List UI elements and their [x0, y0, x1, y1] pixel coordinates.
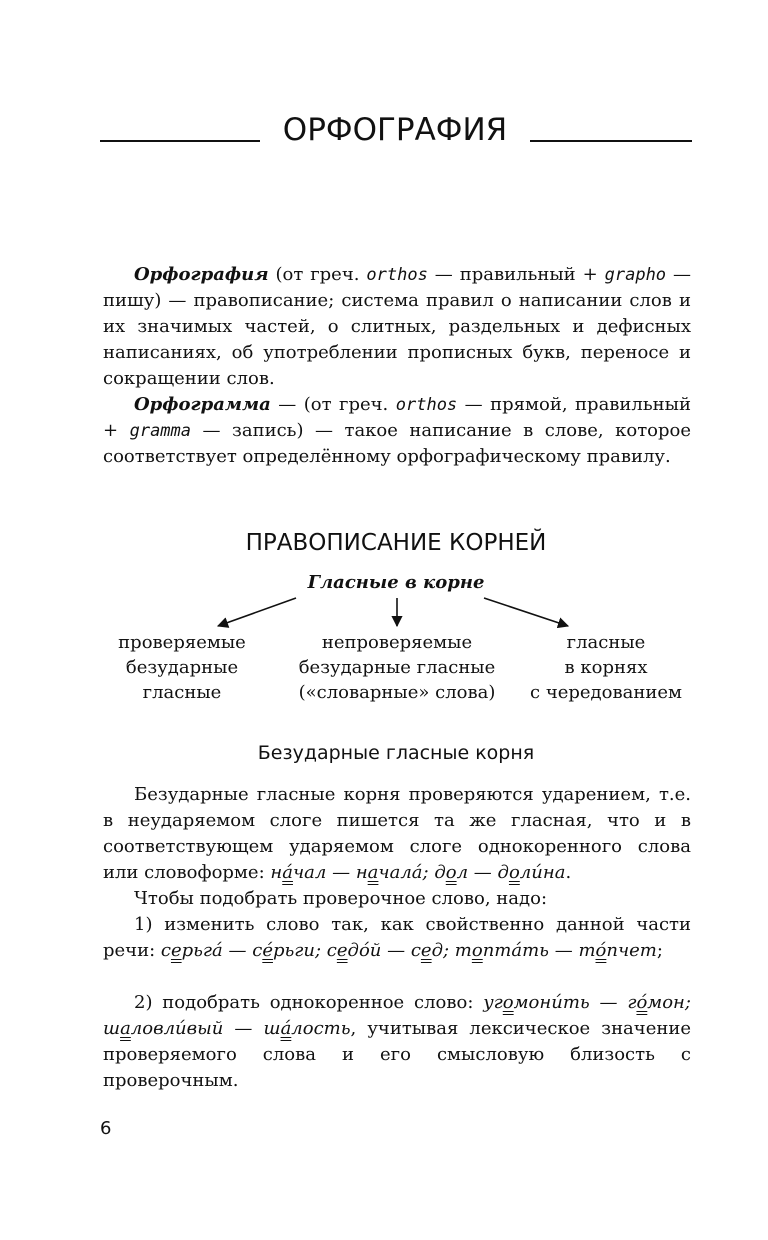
definition-text: — пишу) — правописание; система правил о написании слов и их значимых частей, о слитных, раздельных и дефисных написаниях, об употреблении прописных букв, переносе и сокращении слов.	[103, 264, 691, 389]
instruction: Чтобы подобрать проверочное слово, надо:	[134, 888, 548, 909]
example-word: седóй	[326, 940, 382, 961]
branch-line: безударные гласные	[298, 657, 496, 678]
definition-text: — запись) — такое написание в слове, которое соответствует определённому орфографическому правилу.	[103, 420, 691, 467]
branch-line: в корнях	[564, 657, 648, 678]
branch-line: («словарные» слова)	[298, 682, 496, 703]
marked-vowel: е	[170, 940, 182, 961]
rule-paragraph	[103, 782, 691, 886]
marked-vowel: ó	[636, 992, 648, 1013]
definition-text: (от греч.	[268, 264, 367, 285]
example-word: гóмон	[627, 992, 685, 1013]
branch-checkable	[100, 630, 264, 705]
marked-vowel: е	[336, 940, 348, 961]
subsection-title: Безударные гласные корня	[257, 742, 535, 764]
rule-text: Безударные гласные корня проверяются ударением, т.е. в неударяемом слоге пишется та же гласная, что и в соответствующем ударяемом слоге однокоренного слова или словоформе:	[103, 784, 691, 883]
example-separator: ;	[422, 862, 435, 883]
term-orthogram: Орфограмма	[134, 394, 271, 415]
branch-line: гласные	[566, 632, 646, 653]
example-dash: —	[326, 862, 356, 883]
diagram-heading: Гласные в корне	[307, 572, 485, 593]
definition-text: — прямой, правильный +	[103, 394, 691, 441]
step-text: 2) подобрать однокоренное слово:	[134, 992, 484, 1013]
latin-word: orthos	[366, 265, 428, 285]
marked-vowel: á	[282, 862, 293, 883]
marked-vowel: é	[262, 940, 273, 961]
step-text: , учитывая лексическое значение проверяемого слова и его смысловую близость с проверочным.	[103, 1018, 691, 1091]
marked-vowel: е	[420, 940, 432, 961]
marked-vowel: о	[471, 940, 483, 961]
example-word: серьгá	[160, 940, 223, 961]
latin-word: grapho	[604, 265, 667, 285]
marked-vowel: ó	[595, 940, 607, 961]
definition-orthogram	[103, 392, 691, 470]
branch-line: безударные	[125, 657, 239, 678]
chapter-rule-left	[100, 140, 260, 142]
arrow-left	[218, 598, 296, 626]
branch-uncheckable	[270, 630, 524, 705]
branch-line: проверяемые	[118, 632, 246, 653]
example-word: сед	[410, 940, 443, 961]
definition-text: — правильный +	[427, 264, 605, 285]
chapter-header	[100, 108, 692, 152]
example-word: угомонúть	[483, 992, 590, 1013]
example-word: топтáть	[454, 940, 549, 961]
vowels-diagram	[100, 568, 692, 718]
marked-vowel: á	[280, 1018, 292, 1039]
latin-word: gramma	[129, 421, 192, 441]
step-2: 2) подобрать однокоренное слово: угомонúть — гóмон; шаловлúвый — шáлость, учитывая лексическое значение проверяемого слова и его смысловую близость с проверочным.	[103, 992, 691, 1091]
example-word: долúна	[497, 862, 566, 883]
marked-vowel: а	[367, 862, 379, 883]
marked-vowel: а	[120, 1018, 131, 1039]
latin-word: orthos	[395, 395, 458, 415]
step-text: 1) изменить слово так, как свойственно данной части речи:	[103, 914, 691, 961]
rule-end: .	[565, 862, 572, 883]
marked-vowel: о	[445, 862, 457, 883]
arrow-right	[484, 598, 568, 626]
marked-vowel: о	[508, 862, 520, 883]
chapter-rule-right	[530, 140, 692, 142]
chapter-title: ОРФОГРАФИЯ	[282, 112, 508, 148]
example-word: шаловлúвый	[103, 1018, 224, 1039]
marked-vowel: о	[502, 992, 514, 1013]
branch-line: непроверяемые	[321, 632, 473, 653]
branch-alternating	[514, 630, 698, 705]
branch-line: гласные	[142, 682, 222, 703]
example-word: шáлость	[263, 1018, 351, 1039]
example-word: дол	[434, 862, 469, 883]
example-word: тóпчет	[578, 940, 657, 961]
page-number: 6	[100, 1118, 112, 1139]
branch-line: с чередованием	[530, 682, 682, 703]
example-word: сéрьги	[252, 940, 315, 961]
example-word: началá	[355, 862, 423, 883]
definition-text: — (от греч.	[270, 394, 396, 415]
diagram-arrows	[100, 568, 692, 628]
step-1: 1) изменить слово так, как свойственно данной части речи: серьгá — сéрьги; седóй — сед; топтáть — тóпчет;	[103, 914, 691, 961]
example-word: нáчал	[270, 862, 327, 883]
example-dash: —	[468, 862, 498, 883]
definition-orthography	[103, 262, 691, 392]
term-orthography: Орфография	[134, 264, 269, 285]
section-title: ПРАВОПИСАНИЕ КОРНЕЙ	[245, 530, 547, 556]
